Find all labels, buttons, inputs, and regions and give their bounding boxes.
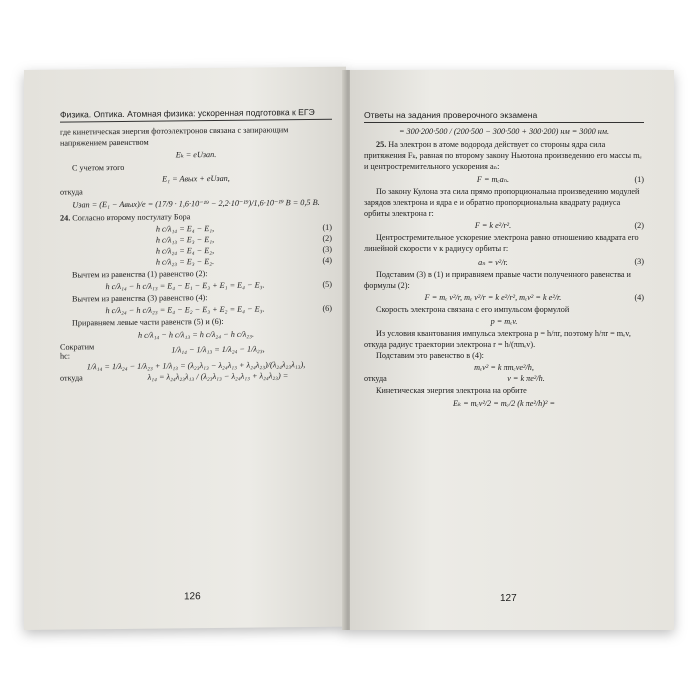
paragraph-substitute: Подставим (3) в (1) и приравняем правые части полученного равенства и формулы (2): <box>364 269 631 290</box>
paragraph-subtract-2: Вычтем из равенства (3) равенство (4): <box>72 293 208 304</box>
section-25-paragraph: 25. На электрон в атоме водорода действует со стороны ядра сила притяжения Fₖ, равная по второму закону Ньютона произведению его массы mₑ и центростремительного ускорения aₙ: <box>364 140 642 172</box>
paragraph-equate: Приравняем левые части равенств (5) и (6): <box>72 317 224 328</box>
paragraph-quantization: Из условия квантования импульса электрона p = h/πr, поэтому h/πr = mₑv, откуда радиус траектории электрона r = h/(πmₑv). <box>364 328 631 349</box>
paragraph-substitute-2: Подставим это равенство в (4): <box>376 350 484 360</box>
equation-r8: Eₖ = mₑv²/2 = mₑ/2 (k πe²/h)² = <box>453 398 555 408</box>
equation-e1: E₁ = Aвых + eUзап, <box>162 174 230 184</box>
equation-1: h c/λ₁₄ = E₄ − E₁, (1) <box>155 223 332 234</box>
equation-r1: F = mₑaₙ. (1) <box>476 174 644 185</box>
equation-uzap: Uзап = (E₁ − Aвых)/e = (17/9 · 1,6·10⁻¹⁹ − 2,2·10⁻¹⁹)/1,6·10⁻¹⁹ В = 0,5 В. <box>72 198 320 210</box>
paragraph-subtract-1: Вычтем из равенства (1) равенство (2): <box>72 269 208 280</box>
equation-r5: p = mₑv. <box>490 316 518 326</box>
equation-8: Сократим hc: 1/λ₁₄ − 1/λ₁₃ = 1/λ₂₄ − 1/λ₂₃, <box>60 341 265 361</box>
paragraph-kinetic: Кинетическая энергия электрона на орбите <box>376 385 527 395</box>
equation-5: h c/λ₁₄ − h c/λ₁₃ = E₄ − E₁ − E₃ + E₁ = E₄ − E₃. (5) <box>105 280 332 292</box>
right-page <box>350 70 674 630</box>
equation-4: h c/λ₂₃ = E₃ − E₂. (4) <box>155 256 332 267</box>
equation-r2: F = k e²/r². (2) <box>474 221 644 231</box>
paragraph-with-this: С учетом этого <box>72 163 125 173</box>
paragraph-coulomb: По закону Кулона эта сила прямо пропорциональна произведению модулей зарядов электрона и ядра e и обратно пропорциональна квадрату радиуса орбиты электрона r: <box>364 187 640 219</box>
running-header-right: Ответы на задания проверочного экзамена <box>364 110 644 123</box>
paragraph-intro: где кинетическая энергия фотоэлектронов связана с запирающим напряжением равенством <box>60 125 289 148</box>
equation-r4: F = mₑ v²/r, mₑ v²/r = k e²/r², mₑv² = k e²/r. (4) <box>424 292 644 302</box>
equation-r6: mₑv² = k πmₑve²/h, <box>474 362 534 372</box>
equation-9: 1/λ₁₄ = 1/λ₂₄ − 1/λ₂₃ + 1/λ₁₃ = (λ₂₃λ₁₃ − λ₂₄λ₁₃ + λ₂₄λ₂₃)/(λ₂₄λ₂₃λ₁₃), <box>86 359 306 371</box>
equation-7: h c/λ₁₄ − h c/λ₁₃ = h c/λ₂₄ − h c/λ₂₃. <box>137 329 255 340</box>
equation-2: h c/λ₁₃ = E₃ − E₁, (2) <box>155 234 332 245</box>
section-24-heading: 24. Согласно второму постулату Бора <box>60 212 191 223</box>
equation-r3: aₙ = v²/r. (3) <box>478 257 644 267</box>
left-page <box>24 67 346 630</box>
equation-r7: откуда v = k πe²/h. <box>364 373 545 383</box>
paragraph-whence: откуда <box>60 187 83 197</box>
equation-6: h c/λ₂₄ − h c/λ₂₃ = E₄ − E₂ − E₃ + E₂ = E₄ − E₃. (6) <box>105 304 332 316</box>
page-number-right: 127 <box>500 593 517 604</box>
paragraph-speed: Скорость электрона связана с его импульсом формулой <box>376 304 570 314</box>
equation-3: h c/λ₂₄ = E₄ − E₂, (3) <box>155 245 332 256</box>
equation-10: откуда λ₁₄ = λ₂₄λ₂₃λ₁₃ / (λ₂₃λ₁₃ − λ₂₄λ₁₃ + λ₂₄λ₂₃) = <box>60 370 289 383</box>
paragraph-centripetal: Центростремительное ускорение электрона равно отношению квадрата его линейной скорости v к радиусу орбиты r: <box>364 233 639 254</box>
equation-ek: Eₖ = eUзап. <box>175 150 217 160</box>
page-number-left: 126 <box>184 591 201 603</box>
open-book <box>24 70 674 630</box>
running-header-left: Физика. Оптика. Атомная физика: ускоренная подготовка к ЕГЭ <box>60 107 332 123</box>
equation-result-3000: = 300·200·500 / (200·500 − 300·500 + 300·200) нм = 3000 нм. <box>398 127 610 136</box>
